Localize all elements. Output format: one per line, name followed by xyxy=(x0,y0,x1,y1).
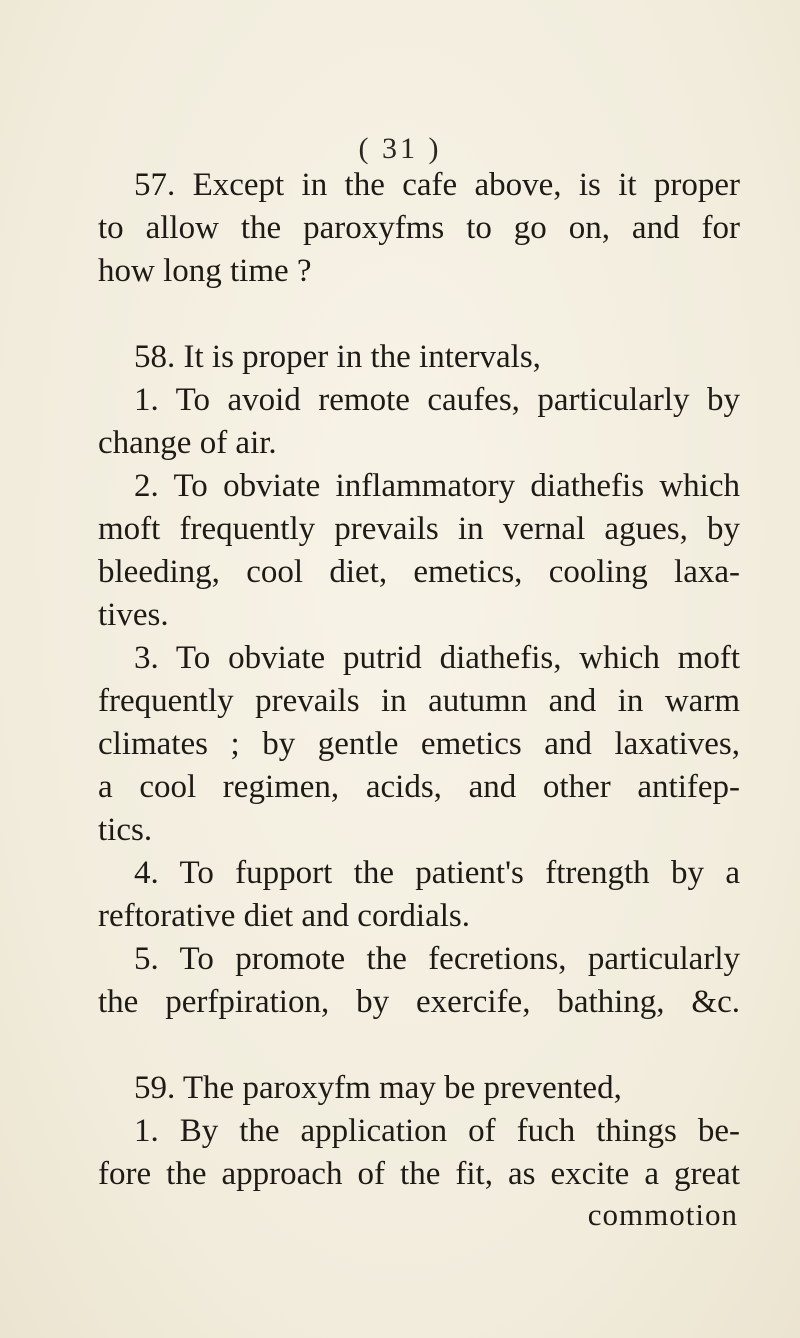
text-line: 1. By the application of fuch things be- xyxy=(134,1113,740,1149)
text-line: a cool regimen, acids, and other antifep- xyxy=(98,769,740,805)
text-line: 5. To promote the fecretions, particularly xyxy=(134,941,740,977)
text-line: fore the approach of the fit, as excite a great xyxy=(98,1156,740,1192)
text-line: climates ; by gentle emetics and laxatives, xyxy=(98,726,740,762)
text-line: 4. To fupport the patient's ftrength by a xyxy=(134,855,740,891)
text-line: the perfpiration, by exercife, bathing, &c. xyxy=(98,984,740,1020)
text-line: bleeding, cool diet, emetics, cooling laxa- xyxy=(98,554,740,590)
text-line: tives. xyxy=(98,597,169,633)
text-line: 1. To avoid remote caufes, particularly by xyxy=(134,382,740,418)
catchword: commotion xyxy=(587,1197,738,1232)
text-line: tics. xyxy=(98,812,153,848)
page-number: ( 31 ) xyxy=(358,132,442,165)
text-line: to allow the paroxyfms to go on, and for xyxy=(98,210,740,246)
text-line: reftorative diet and cordials. xyxy=(98,898,471,934)
text-line: 2. To obviate inflammatory diathefis which xyxy=(134,468,740,504)
text-line: 57. Except in the cafe above, is it proper xyxy=(134,167,740,203)
text-line: frequently prevails in autumn and in warm xyxy=(98,683,740,719)
text-line: moft frequently prevails in vernal agues, by xyxy=(98,511,740,547)
text-line: 3. To obviate putrid diathefis, which moft xyxy=(134,640,740,676)
text-line: 58. It is proper in the intervals, xyxy=(134,339,541,375)
text-line: how long time ? xyxy=(98,253,312,289)
text-line: 59. The paroxyfm may be prevented, xyxy=(134,1070,622,1106)
text-line: change of air. xyxy=(98,425,277,461)
